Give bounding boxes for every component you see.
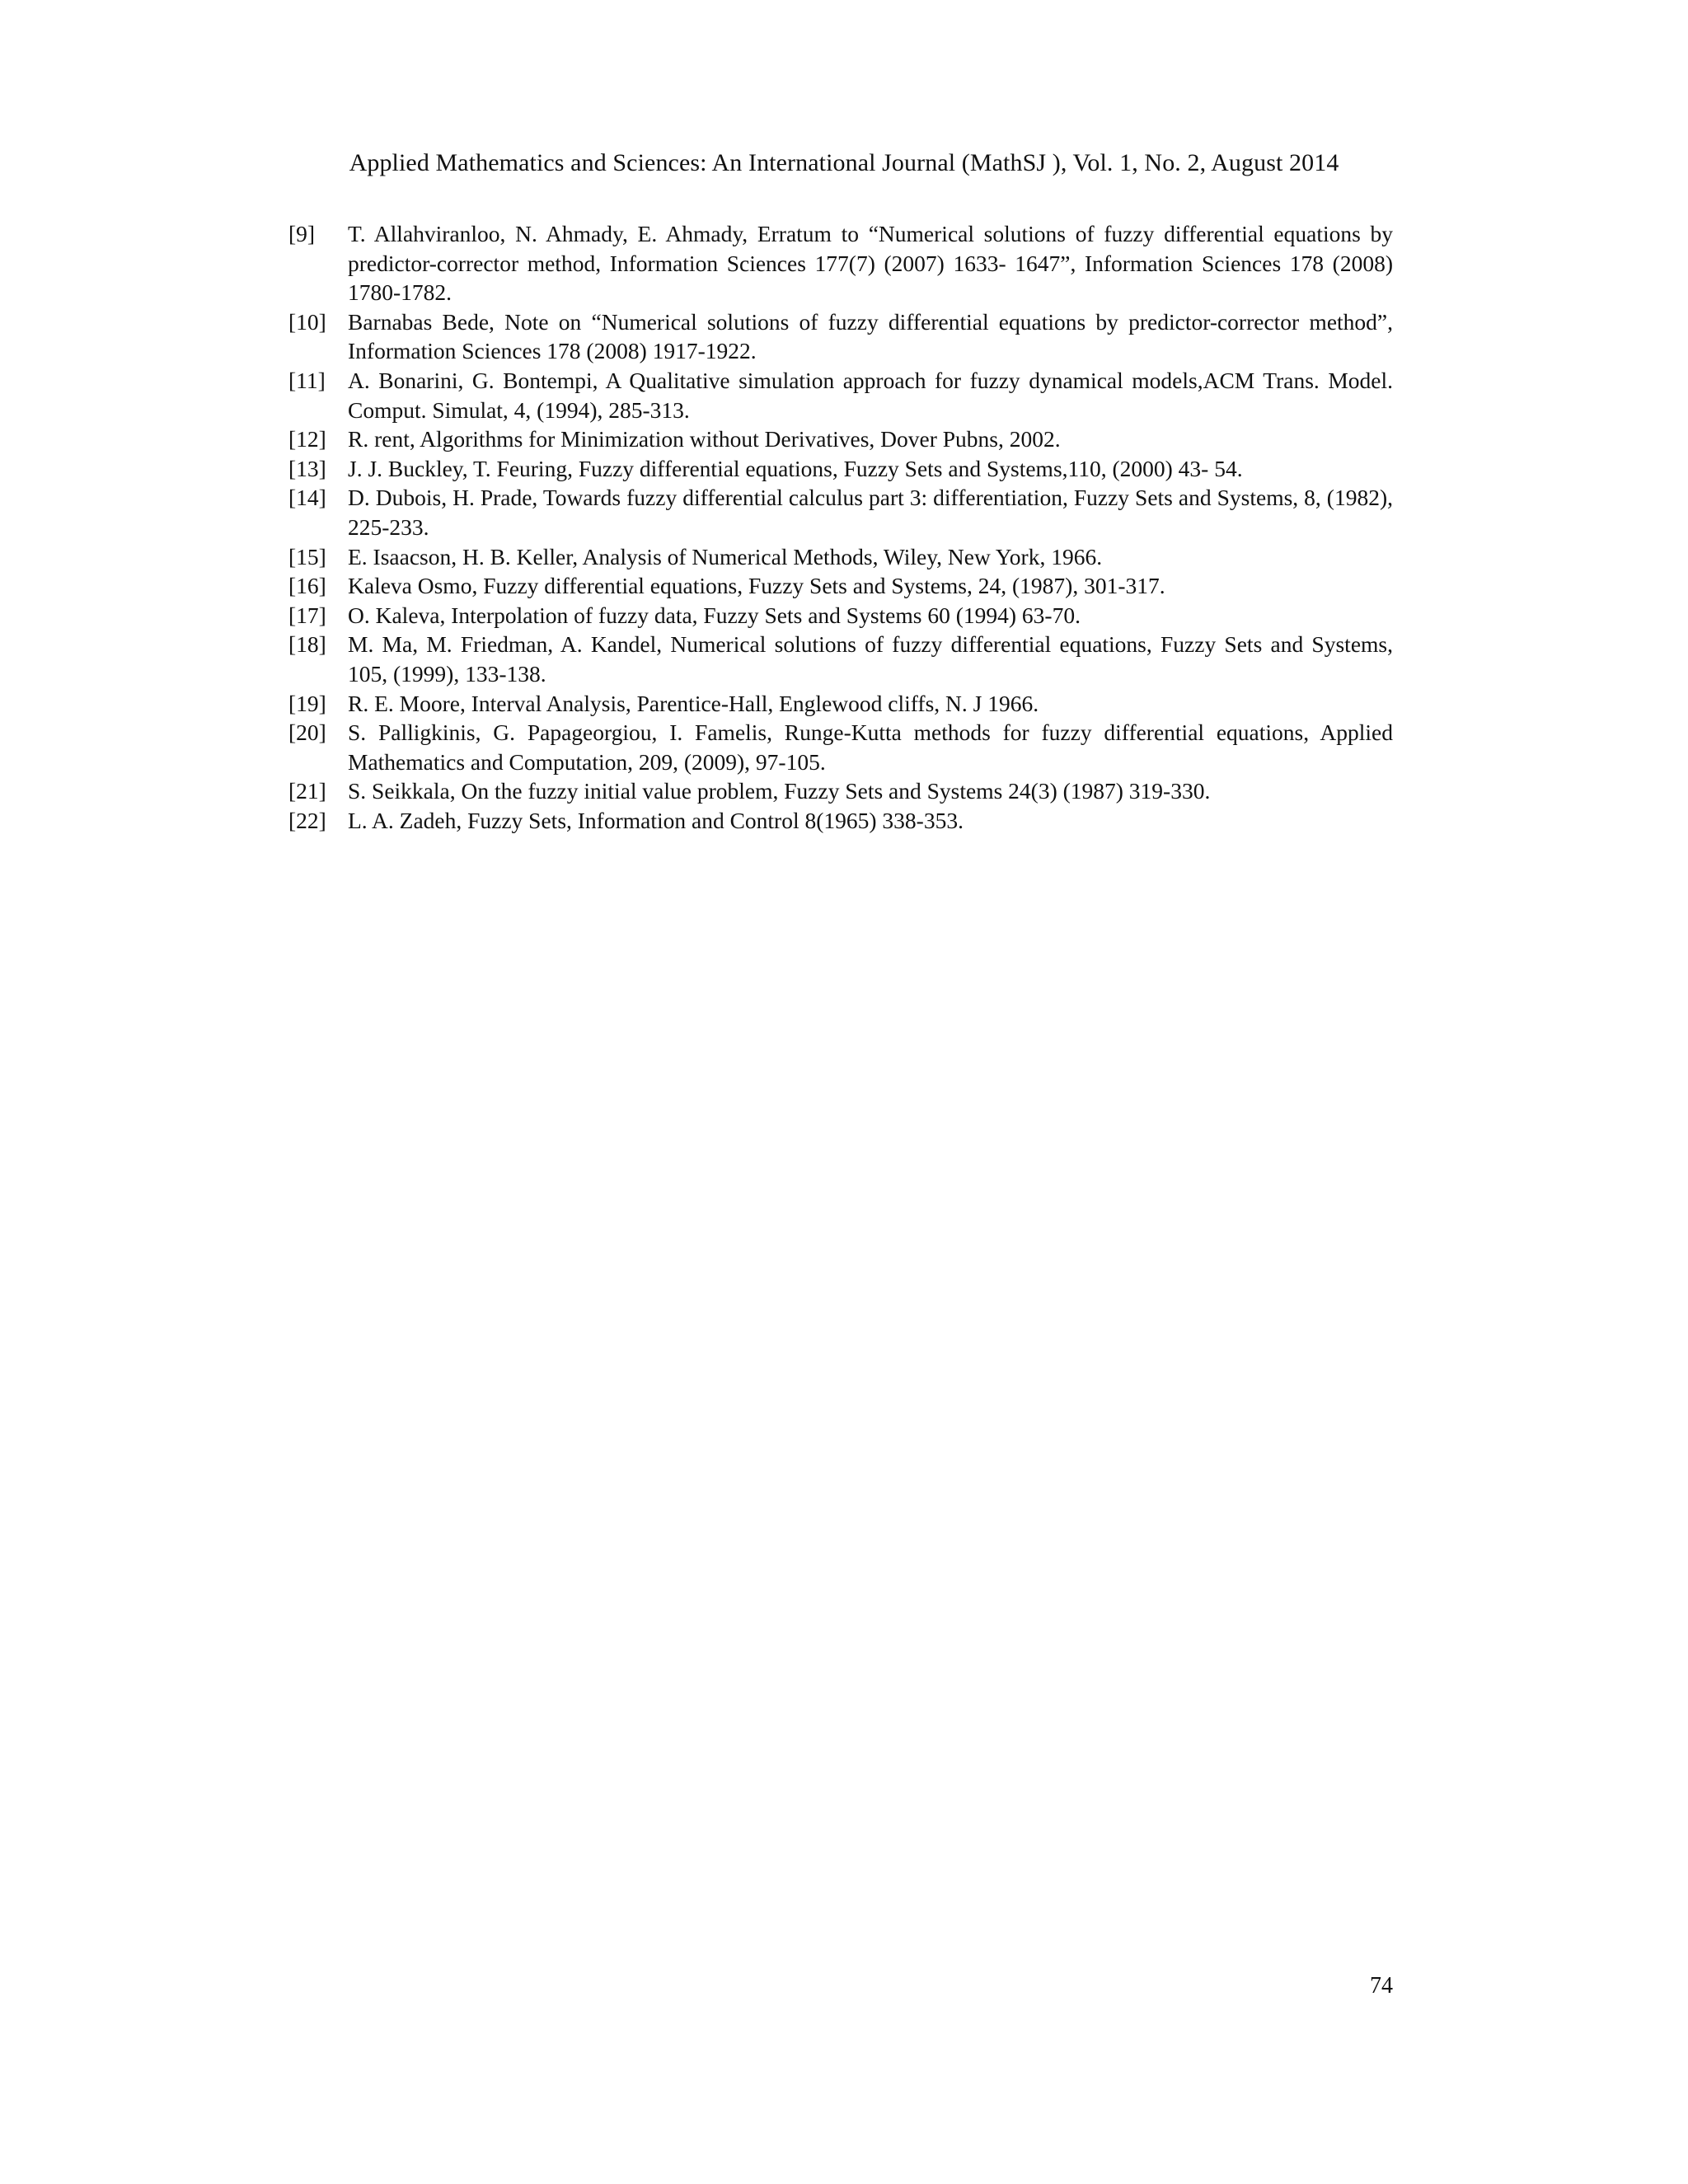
reference-text: O. Kaleva, Interpolation of fuzzy data, Fuzzy Sets and Systems 60 (1994) 63-70. xyxy=(348,602,1081,628)
reference-item xyxy=(288,483,1393,541)
reference-item xyxy=(288,307,1393,366)
reference-item xyxy=(288,454,1393,484)
reference-number: [14] xyxy=(288,485,326,511)
reference-text: S. Seikkala, On the fuzzy initial value problem, Fuzzy Sets and Systems 24(3) (1987) 319-330. xyxy=(348,778,1211,804)
reference-text: R. E. Moore, Interval Analysis, Parentice-Hall, Englewood cliffs, N. J 1966. xyxy=(348,690,1039,716)
reference-item xyxy=(288,571,1393,601)
reference-text: M. Ma, M. Friedman, A. Kandel, Numerical solutions of fuzzy differential equations, Fuzzy Sets and Systems, 105, (1999), 133-138. xyxy=(348,631,1393,687)
reference-number: [19] xyxy=(288,690,326,716)
reference-text: Kaleva Osmo, Fuzzy differential equations, Fuzzy Sets and Systems, 24, (1987), 301-317. xyxy=(348,573,1165,599)
reference-number: [11] xyxy=(288,367,326,393)
reference-text: E. Isaacson, H. B. Keller, Analysis of Numerical Methods, Wiley, New York, 1966. xyxy=(348,543,1103,569)
reference-item xyxy=(288,718,1393,776)
reference-item xyxy=(288,424,1393,454)
reference-number: [12] xyxy=(288,426,326,452)
reference-text: T. Allahviranloo, N. Ahmady, E. Ahmady, Erratum to “Numerical solutions of fuzzy differential equations by predictor-corrector method, Information Sciences 177(7) (2007) 1633- 1647”, Information Sciences 178 (2008) 1780-1782. xyxy=(348,221,1393,306)
reference-number: [16] xyxy=(288,573,326,599)
page-number: 74 xyxy=(1370,1973,1393,1999)
reference-text: L. A. Zadeh, Fuzzy Sets, Information and Control 8(1965) 338-353. xyxy=(348,807,964,833)
reference-number: [10] xyxy=(288,308,326,335)
reference-item xyxy=(288,219,1393,307)
reference-item xyxy=(288,806,1393,836)
reference-item xyxy=(288,776,1393,806)
reference-item xyxy=(288,630,1393,688)
reference-number: [22] xyxy=(288,807,326,833)
reference-number: [13] xyxy=(288,455,326,481)
reference-number: [20] xyxy=(288,719,326,746)
reference-text: A. Bonarini, G. Bontempi, A Qualitative simulation approach for fuzzy dynamical models,ACM Trans. Model. Comput. Simulat, 4, (1994), 285-313. xyxy=(348,367,1393,423)
running-header: Applied Mathematics and Sciences: An International Journal (MathSJ ), Vol. 1, No. 2, August 2014 xyxy=(349,149,1339,176)
reference-item xyxy=(288,366,1393,424)
reference-number: [15] xyxy=(288,543,326,569)
reference-number: [21] xyxy=(288,778,326,804)
reference-text: S. Palligkinis, G. Papageorgiou, I. Famelis, Runge-Kutta methods for fuzzy differential equations, Applied Mathematics and Computation, 209, (2009), 97-105. xyxy=(348,719,1393,775)
reference-item xyxy=(288,601,1393,630)
reference-text: J. J. Buckley, T. Feuring, Fuzzy differential equations, Fuzzy Sets and Systems,110, (2000) 43- 54. xyxy=(348,455,1243,481)
reference-list xyxy=(288,219,1393,835)
reference-number: [17] xyxy=(288,602,326,628)
reference-item xyxy=(288,542,1393,572)
reference-number: [9] xyxy=(288,221,316,246)
reference-text: R. rent, Algorithms for Minimization without Derivatives, Dover Pubns, 2002. xyxy=(348,426,1061,452)
reference-text: D. Dubois, H. Prade, Towards fuzzy differential calculus part 3: differentiation, Fuzzy Sets and Systems, 8, (1982), 225-233. xyxy=(348,485,1393,540)
reference-text: Barnabas Bede, Note on “Numerical solutions of fuzzy differential equations by predictor-corrector method”, Information Sciences 178 (2008) 1917-1922. xyxy=(348,308,1393,364)
reference-number: [18] xyxy=(288,631,326,658)
reference-item xyxy=(288,689,1393,719)
